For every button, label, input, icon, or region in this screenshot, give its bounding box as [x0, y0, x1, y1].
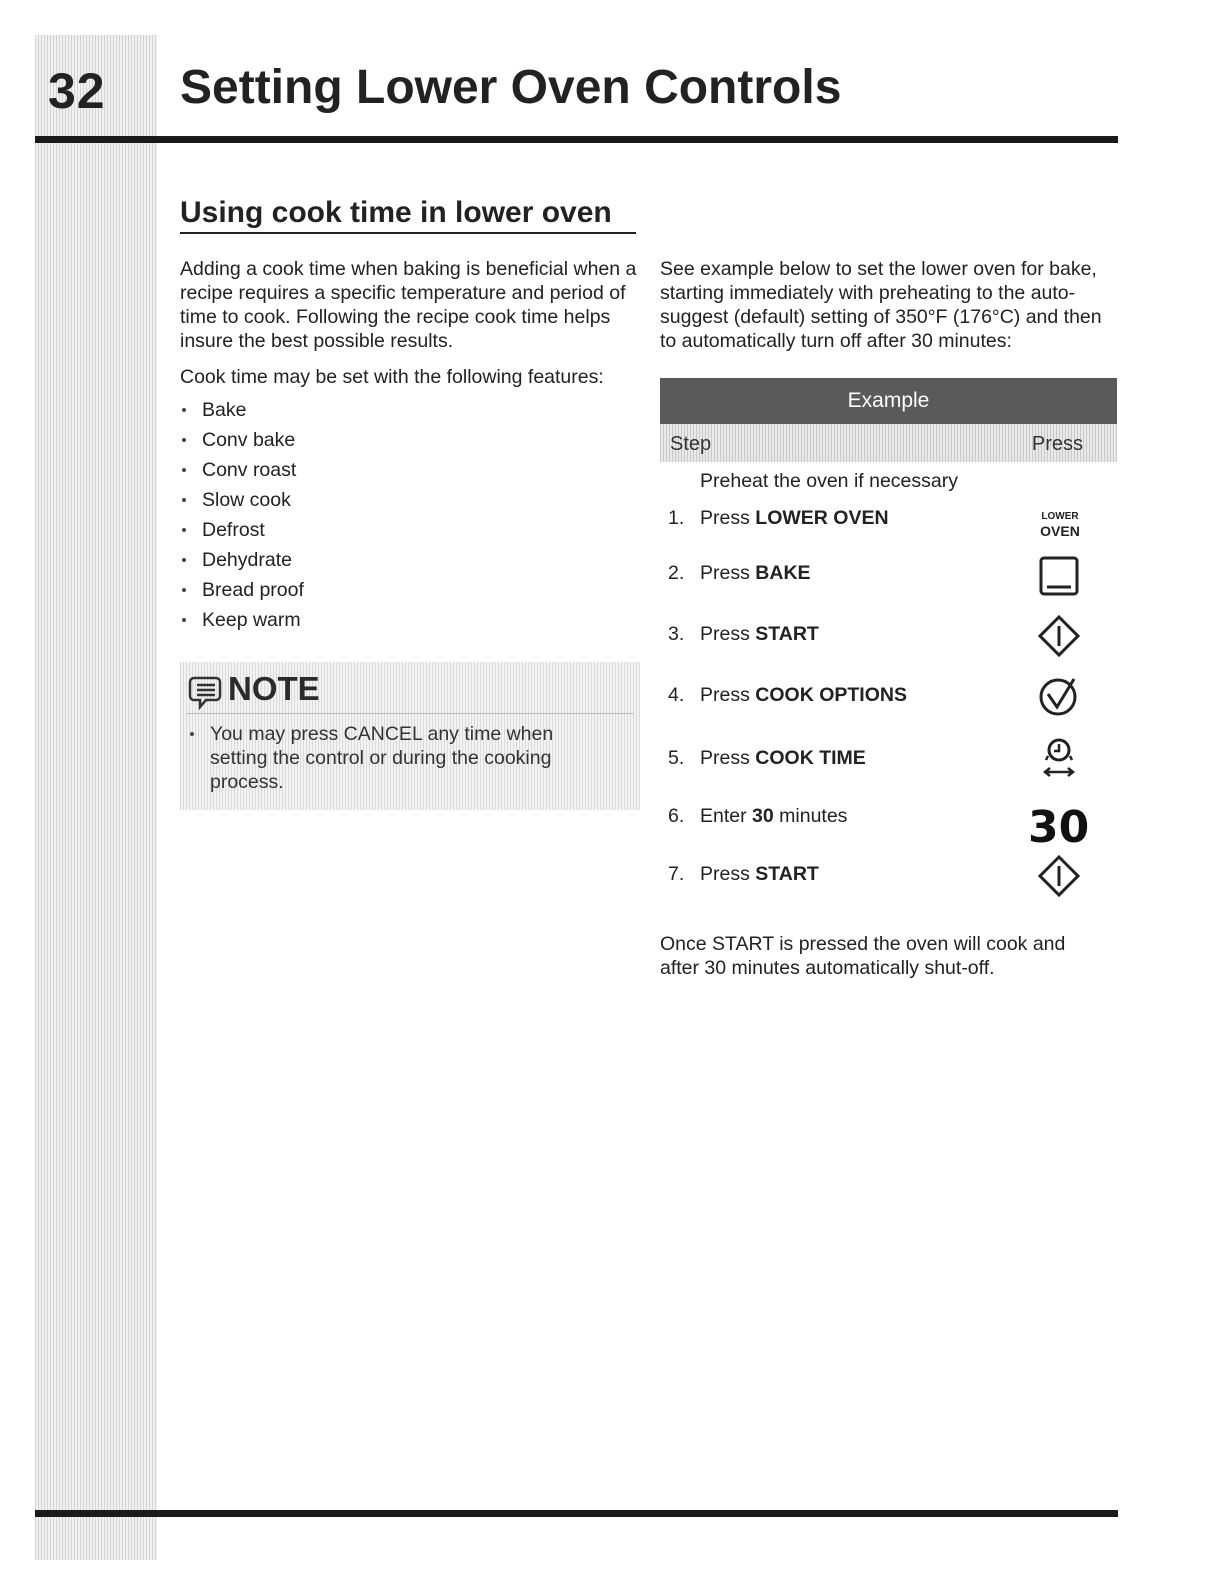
- step-row: 3. Press START: [668, 623, 819, 645]
- bottom-rule: [35, 1510, 1118, 1517]
- list-item: Conv roast: [180, 455, 640, 485]
- step-row: 5. Press COOK TIME: [668, 747, 866, 769]
- left-column: [180, 257, 640, 635]
- page-number: 32: [48, 63, 106, 119]
- note-text: You may press CANCEL any time when setting the control or during the cooking process.: [210, 723, 554, 793]
- step-row: 6. Enter 30 minutes: [668, 805, 848, 827]
- cook-time-icon: [1039, 736, 1079, 785]
- example-header: Example: [660, 378, 1117, 424]
- step-column-label: Step: [670, 433, 712, 455]
- right-column: [660, 257, 1120, 353]
- list-item: Dehydrate: [180, 545, 640, 575]
- bullet: [190, 732, 194, 736]
- lower-oven-key-icon: LOWER OVEN: [1040, 511, 1080, 539]
- start-icon: [1037, 614, 1081, 663]
- example-intro: See example below to set the lower oven for bake, starting immediately with preheating to the auto-suggest (default) setting of 350°F (176°C) and then to automatically turn off after 30 minutes:: [660, 258, 1102, 352]
- divider: [186, 713, 634, 714]
- step-row: 1. Press LOWER OVEN: [668, 507, 889, 529]
- top-rule: [35, 136, 1118, 143]
- note-icon: [188, 674, 224, 715]
- page-title: Setting Lower Oven Controls: [180, 61, 842, 114]
- closing-paragraph: Once START is pressed the oven will cook and after 30 minutes automatically shut-off.: [660, 933, 1066, 979]
- step-row: 7. Press START: [668, 863, 819, 885]
- intro-paragraph: Adding a cook time when baking is beneficial when a recipe requires a specific temperature and period of time to cook. Following the recipe cook time helps insure the best possible results.: [180, 258, 637, 352]
- preheat-note: Preheat the oven if necessary: [700, 470, 958, 492]
- note-title: NOTE: [228, 670, 320, 707]
- example-column-header: [660, 424, 1117, 462]
- sidebar-band: [35, 35, 157, 1560]
- list-item: Bread proof: [180, 575, 640, 605]
- number-30-icon: 30: [1028, 802, 1090, 853]
- features-intro: Cook time may be set with the following features:: [180, 366, 604, 388]
- step-row: 4. Press COOK OPTIONS: [668, 684, 907, 706]
- list-item: Conv bake: [180, 425, 640, 455]
- cook-options-icon: [1037, 674, 1081, 723]
- features-list: [180, 395, 640, 635]
- press-column-label: Press: [1031, 433, 1083, 455]
- list-item: Defrost: [180, 515, 640, 545]
- list-item: Keep warm: [180, 605, 640, 635]
- note-box: [180, 662, 640, 810]
- list-item: Bake: [180, 395, 640, 425]
- start-icon: [1037, 854, 1081, 903]
- step-row: 2. Press BAKE: [668, 562, 811, 584]
- section-heading: Using cook time in lower oven: [180, 196, 636, 234]
- list-item: Slow cook: [180, 485, 640, 515]
- bake-icon: [1039, 556, 1079, 601]
